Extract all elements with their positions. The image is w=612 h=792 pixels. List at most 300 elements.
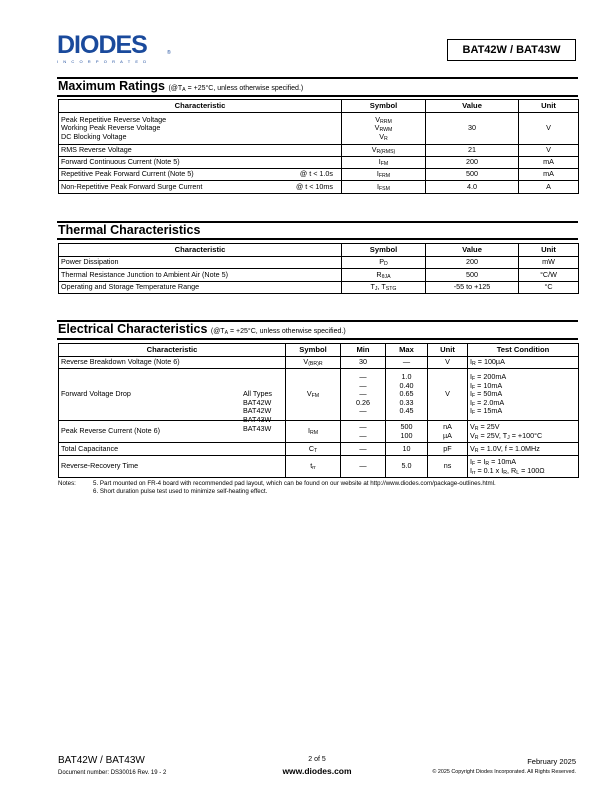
cell-line [470, 358, 576, 367]
symbol-cell [342, 269, 426, 282]
column-header: Min [341, 344, 386, 357]
table-row [59, 257, 579, 269]
char-cell [59, 145, 342, 157]
text-segment: T [370, 282, 375, 292]
subscript: R [503, 469, 507, 476]
subscript: R [485, 460, 490, 467]
max-cell [386, 357, 428, 369]
text-segment: = +25°C, unless otherwise specified.) [228, 328, 346, 335]
test-cell [468, 357, 579, 369]
text-segment: I [470, 380, 472, 390]
footer-page: 2 of 5 [308, 756, 326, 763]
text-segment: 10 [402, 443, 411, 453]
text-segment: V [379, 131, 385, 141]
cell-line [428, 170, 516, 179]
cell-line [388, 407, 425, 416]
text-segment: BAT43W [243, 423, 272, 433]
subscript: rr [472, 469, 476, 476]
text-segment: 200 [466, 257, 478, 267]
cell-line [521, 158, 576, 167]
column-header: Symbol [342, 100, 426, 113]
cell-line [61, 146, 339, 155]
column-header: Unit [428, 344, 468, 357]
char-cell [59, 113, 342, 145]
table-row [59, 113, 579, 145]
text-segment: = 1.0V, f = 1.0MHz [478, 443, 540, 453]
table-row [59, 145, 579, 157]
table-row [59, 282, 579, 294]
header-row [59, 100, 579, 113]
text-segment: = 100Ω [519, 465, 545, 475]
text-segment: = 10mA [489, 456, 517, 466]
text-segment: All Types [243, 389, 273, 399]
cell-line [344, 183, 423, 192]
notes-label: Notes: [58, 480, 76, 487]
value-cell [426, 257, 519, 269]
text-segment: — [359, 389, 367, 399]
cell-line [521, 146, 576, 155]
unit-cell [428, 369, 468, 421]
cell-line [344, 283, 423, 292]
part-title: BAT42W / BAT43W [447, 39, 576, 61]
unit-cell [519, 145, 579, 157]
cell-line [343, 358, 383, 367]
text-segment: RMS Reverse Voltage [61, 145, 132, 155]
text-segment: BAT43W [243, 414, 272, 424]
min-cell [341, 443, 386, 456]
text-segment: P [379, 257, 385, 267]
table-row [59, 181, 579, 194]
text-segment: A [546, 181, 551, 191]
text-segment: R [376, 269, 382, 279]
text-segment: °C [544, 282, 553, 292]
cell-line [430, 445, 465, 454]
text-segment: — [359, 421, 367, 431]
subscript: RRM [379, 118, 392, 125]
text-segment: — [359, 380, 367, 390]
diodes-logo [57, 32, 177, 66]
cell-line [521, 271, 576, 280]
min-cell [341, 456, 386, 478]
text-segment: I [470, 406, 472, 416]
subscript: F [472, 401, 476, 408]
unit-cell [519, 169, 579, 181]
column-header: Unit [519, 100, 579, 113]
text-segment: — [402, 357, 411, 367]
unit-cell [428, 357, 468, 369]
text-segment: V [470, 443, 475, 453]
text-segment: 4.0 [467, 181, 477, 191]
max-cell [386, 456, 428, 478]
note-5: 5. Part mounted on FR-4 board with recommended pad layout, which can be found on our website at http://www.diodes.com/package-outlines.html. [93, 480, 496, 487]
device-types [243, 390, 272, 433]
text-segment: I [470, 465, 472, 475]
subscript: D [384, 261, 388, 268]
text-segment: mW [542, 257, 555, 267]
cell-line [61, 258, 339, 267]
text-segment: -55 to +125 [453, 282, 491, 292]
max-ratings-condition [168, 85, 303, 92]
text-segment: V [546, 123, 551, 133]
cell-line [521, 283, 576, 292]
text-segment: Reverse Breakdown Voltage (Note 6) [61, 357, 180, 367]
symbol-cell [286, 456, 341, 478]
footer-doc-number: Document number: DS30016 Rev. 19 - 2 [58, 770, 167, 776]
unit-cell [519, 269, 579, 282]
text-segment: — [359, 443, 367, 453]
cell-line [388, 462, 425, 471]
text-segment: Repetitive Peak Forward Current (Note 5) [61, 169, 194, 179]
footer-part: BAT42W / BAT43W [58, 755, 145, 766]
text-segment: 0.33 [399, 397, 414, 407]
subscript: FSM [379, 185, 390, 192]
text-segment: 21 [468, 145, 476, 155]
column-header: Test Condition [468, 344, 579, 357]
table-row [59, 443, 579, 456]
column-header: Symbol [286, 344, 341, 357]
subscript: R [474, 425, 479, 432]
text-segment: C [308, 443, 315, 453]
cell-line [61, 271, 339, 280]
test-cell [468, 369, 579, 421]
cell-line [470, 467, 576, 476]
text-segment: V [375, 114, 380, 124]
symbol-cell [342, 145, 426, 157]
column-header: Characteristic [59, 100, 342, 113]
column-header: Unit [519, 244, 579, 257]
cell-line [288, 445, 338, 454]
cell-line [288, 462, 338, 471]
note-6: 6. Short duration pulse test used to minimize self-heating effect. [93, 488, 268, 495]
text-segment: °C/W [540, 269, 557, 279]
cell-line [521, 170, 576, 179]
text-segment: — [359, 430, 367, 440]
table-row [59, 169, 579, 181]
cell-line [288, 427, 338, 436]
char-cell [59, 157, 342, 169]
max-ratings-table [58, 99, 579, 194]
char-cell [59, 357, 286, 369]
unit-cell [519, 181, 579, 194]
text-segment: Forward Voltage Drop [61, 389, 131, 399]
electrical-condition [211, 328, 346, 335]
text-segment: 30 [468, 123, 476, 133]
test-cell [468, 456, 579, 478]
cell-line [61, 158, 339, 167]
text-segment: pF [443, 443, 452, 453]
electrical-title-text: Electrical Characteristics [58, 322, 208, 336]
cell-line [470, 407, 576, 416]
min-cell [341, 421, 386, 443]
symbol-cell [286, 369, 341, 421]
value-cell [426, 269, 519, 282]
text-segment: I [470, 389, 472, 399]
text-segment: = 2.0mA [475, 397, 505, 407]
text-segment: V [470, 421, 475, 431]
footer-copyright: © 2025 Copyright Diodes Incorporated. All Rights Reserved. [432, 769, 576, 775]
text-segment: = I [475, 456, 486, 466]
max-ratings-title-text: Maximum Ratings [58, 79, 165, 93]
section-rule [57, 338, 578, 340]
cell-line [61, 358, 283, 367]
text-segment: , T [377, 282, 386, 292]
column-header: Characteristic [59, 344, 286, 357]
text-segment: V [374, 123, 380, 133]
column-header: Characteristic [59, 244, 342, 257]
cell-line [470, 432, 576, 441]
text-segment: = 200mA [475, 372, 507, 382]
table-row [59, 421, 579, 443]
char-cell [59, 257, 342, 269]
cell-line [428, 283, 516, 292]
header-row [59, 344, 579, 357]
header-row [59, 244, 579, 257]
column-header: Symbol [342, 244, 426, 257]
text-segment: V [303, 357, 309, 367]
symbol-cell [342, 169, 426, 181]
cell-line [388, 432, 425, 441]
max-cell [386, 443, 428, 456]
footer-date: February 2025 [527, 757, 576, 766]
table-row [59, 369, 579, 421]
max-cell [386, 421, 428, 443]
subscript: A [182, 87, 186, 93]
cell-line [521, 258, 576, 267]
cell-line [344, 133, 423, 142]
cell-line [243, 425, 272, 434]
cell-line [343, 445, 383, 454]
char-cell [59, 443, 286, 456]
test-cell [468, 421, 579, 443]
text-segment: Peak Repetitive Reverse Voltage [61, 114, 167, 124]
text-segment: DC Blocking Voltage [61, 131, 127, 141]
subscript: FM [311, 393, 320, 400]
cell-line [430, 432, 465, 441]
text-segment: = +100°C [509, 430, 543, 440]
cell-line [61, 283, 339, 292]
subscript: F [472, 460, 476, 467]
text-segment: — [359, 372, 367, 382]
table-row [59, 357, 579, 369]
section-rule [57, 238, 578, 240]
thermal-title: Thermal Characteristics [58, 223, 201, 237]
text-segment: I [470, 372, 472, 382]
text-segment: V [546, 145, 551, 155]
symbol-cell [342, 113, 426, 145]
text-segment: = 15mA [475, 406, 503, 416]
cell-line [428, 124, 516, 133]
cell-line [521, 183, 576, 192]
condition-label: @ t < 10ms [295, 181, 333, 191]
text-segment: V [445, 389, 450, 399]
text-segment: 0.26 [356, 397, 370, 407]
cell-line [430, 358, 465, 367]
logo-subtext: INCORPORATED [57, 59, 152, 64]
cell-line [344, 146, 423, 155]
symbol-cell [342, 181, 426, 194]
text-segment: Non-Repetitive Peak Forward Surge Current [61, 181, 203, 191]
text-segment: 1.0 [401, 372, 412, 382]
char-cell [59, 282, 342, 294]
column-header: Max [386, 344, 428, 357]
cell-line [344, 271, 423, 280]
value-cell [426, 157, 519, 169]
text-segment: = 25V, T [478, 430, 508, 440]
unit-cell [428, 443, 468, 456]
symbol-cell [342, 157, 426, 169]
condition-label: @ t < 1.0s [299, 169, 333, 179]
characteristic-label [61, 183, 339, 192]
text-segment: I [376, 169, 379, 179]
text-segment: 0.40 [399, 380, 414, 390]
text-segment: 500 [466, 169, 478, 179]
text-segment: Operating and Storage Temperature Range [61, 282, 200, 292]
text-segment: ns [443, 461, 452, 471]
footer-website[interactable]: www.diodes.com [282, 766, 352, 776]
subscript: J [507, 434, 510, 441]
cell-line [344, 170, 423, 179]
text-segment: mA [543, 157, 554, 167]
unit-cell [428, 421, 468, 443]
subscript: FM [380, 161, 389, 168]
subscript: R [474, 447, 479, 454]
cell-line [428, 183, 516, 192]
cell-line [428, 146, 516, 155]
symbol-cell [342, 257, 426, 269]
subscript: RWM [379, 127, 393, 134]
subscript: R(RMS) [376, 149, 396, 156]
min-cell [341, 369, 386, 421]
text-segment: = +25°C, unless otherwise specified.) [185, 85, 304, 92]
text-segment: 100 [400, 430, 413, 440]
subscript: R [384, 135, 388, 142]
text-segment: Power Dissipation [61, 257, 119, 267]
cell-line [430, 390, 465, 399]
cell-line [344, 258, 423, 267]
text-segment: V [371, 145, 377, 155]
characteristic-cell [59, 181, 342, 194]
unit-cell [519, 113, 579, 145]
subscript: (BR)R [308, 361, 323, 368]
text-segment: Peak Reverse Current (Note 6) [61, 426, 161, 436]
text-segment: I [470, 456, 472, 466]
cell-line [470, 445, 576, 454]
cell-line [61, 445, 283, 454]
cell-line [430, 462, 465, 471]
subscript: T [314, 447, 318, 454]
table-row [59, 456, 579, 478]
cell-line [344, 158, 423, 167]
text-segment: 500 [400, 421, 413, 431]
text-segment: = 25V [478, 421, 500, 431]
cell-line [61, 462, 283, 471]
value-cell [426, 282, 519, 294]
unit-cell [428, 456, 468, 478]
text-segment: = 50mA [475, 389, 503, 399]
text-segment: = 0.1 x I [475, 465, 504, 475]
symbol-cell [286, 357, 341, 369]
subscript: F [472, 393, 476, 400]
cell-line [343, 462, 383, 471]
electrical-table [58, 343, 579, 478]
value-cell [426, 113, 519, 145]
unit-cell [519, 157, 579, 169]
subscript: L [516, 469, 520, 476]
cell-line [343, 432, 383, 441]
value-cell [426, 181, 519, 194]
char-cell [59, 269, 342, 282]
subscript: FRM [378, 173, 391, 180]
subscript: R [472, 361, 476, 368]
text-segment: 5.0 [401, 461, 412, 471]
cell-line [428, 271, 516, 280]
text-segment: nA [443, 421, 452, 431]
section-rule [57, 95, 578, 97]
cell-line [343, 407, 383, 416]
max-cell [386, 369, 428, 421]
subscript: F [472, 410, 476, 417]
char-cell [59, 456, 286, 478]
text-segment: BAT42W [243, 397, 272, 407]
text-segment: 500 [466, 269, 478, 279]
text-segment: Reverse-Recovery Time [61, 461, 139, 471]
cell-line [428, 258, 516, 267]
text-segment: Forward Continuous Current (Note 5) [61, 157, 180, 167]
text-segment: mA [543, 169, 554, 179]
subscript: rr [312, 465, 316, 472]
test-cell [468, 443, 579, 456]
text-segment: I [307, 426, 310, 436]
min-cell [341, 357, 386, 369]
unit-cell [519, 282, 579, 294]
text-segment: , R [507, 465, 517, 475]
value-cell [426, 145, 519, 157]
text-segment: = 100µA [475, 357, 505, 367]
subscript: STG [385, 286, 397, 293]
table-row [59, 269, 579, 282]
cell-line [388, 358, 425, 367]
column-header: Value [426, 100, 519, 113]
text-segment: — [359, 406, 367, 416]
text-segment: 200 [466, 157, 478, 167]
text-segment: Total Capacitance [61, 443, 119, 453]
cell-line [61, 133, 339, 142]
text-segment: 30 [359, 357, 367, 367]
symbol-cell [286, 421, 341, 443]
logo-text: DIODES [57, 31, 147, 59]
text-segment: BAT42W [243, 406, 272, 416]
text-segment: V [306, 389, 312, 399]
text-segment: 0.65 [399, 389, 414, 399]
text-segment: (@T [168, 85, 183, 92]
text-segment: V [470, 430, 475, 440]
cell-line [388, 445, 425, 454]
value-cell [426, 169, 519, 181]
cell-line [344, 116, 423, 125]
subscript: R [474, 434, 479, 441]
cell-line [288, 390, 338, 399]
text-segment: µA [443, 430, 452, 440]
symbol-cell [342, 282, 426, 294]
text-segment: I [470, 397, 472, 407]
text-segment: I [470, 357, 472, 367]
text-segment: Thermal Resistance Junction to Ambient Air (Note 5) [61, 269, 228, 279]
registered-icon: ® [167, 50, 171, 56]
subscript: F [472, 384, 476, 391]
subscript: θJA [381, 273, 391, 280]
cell-line [288, 358, 338, 367]
cell-line [521, 124, 576, 133]
